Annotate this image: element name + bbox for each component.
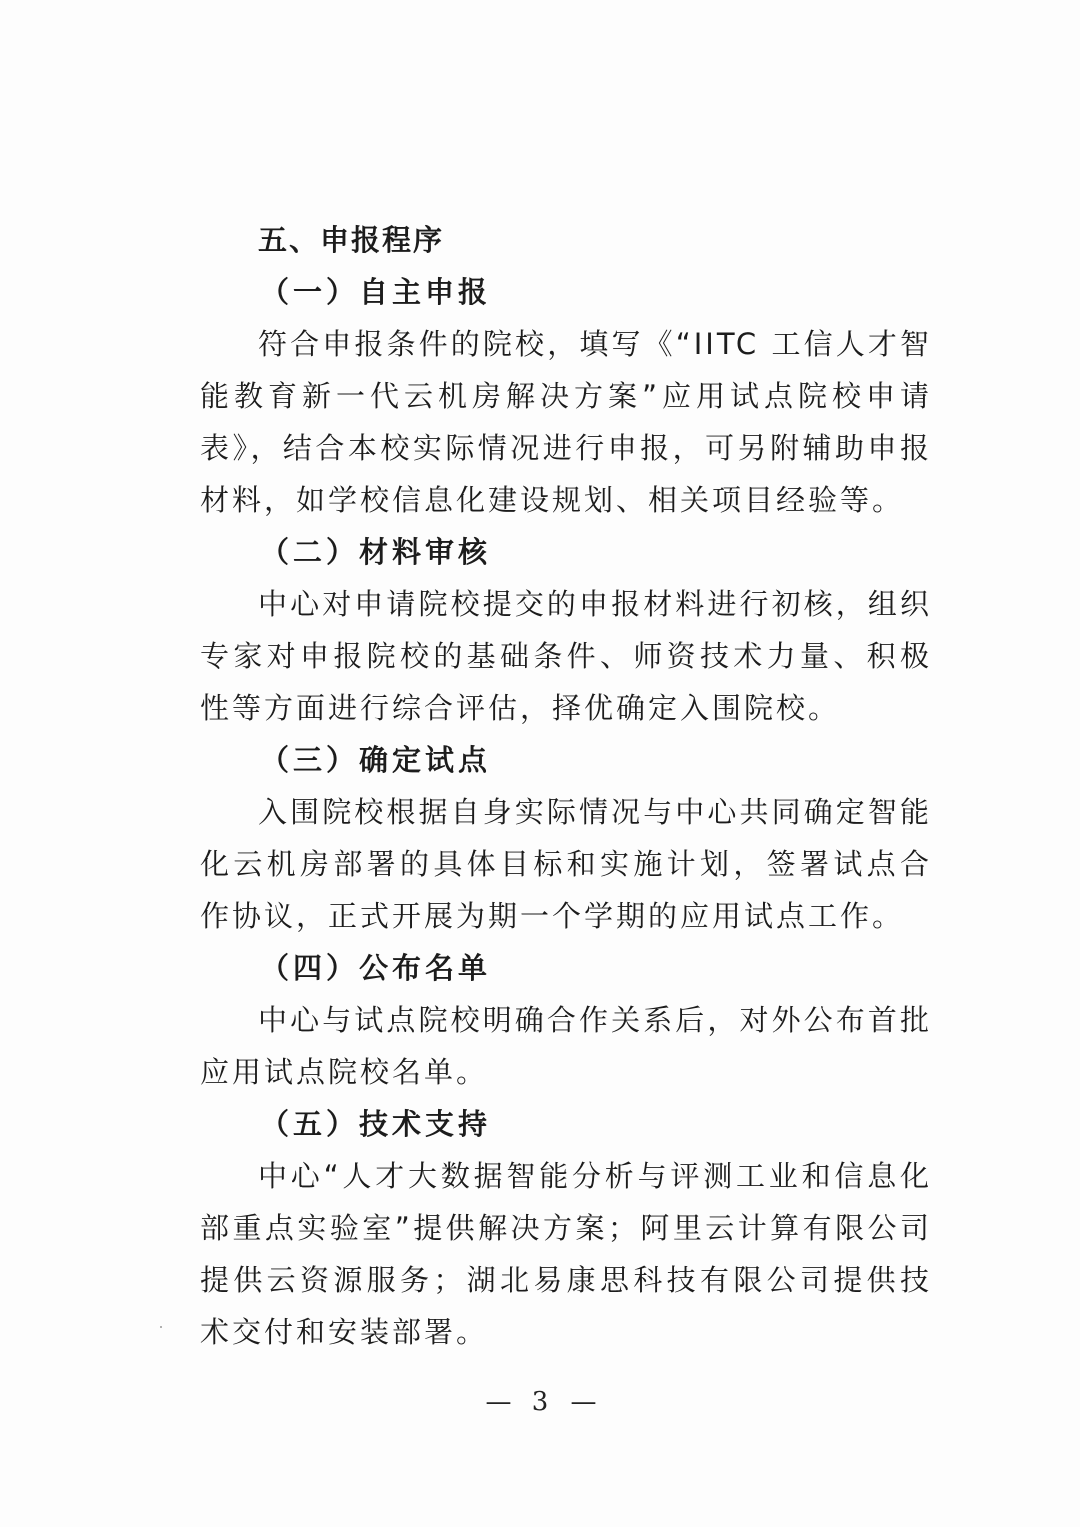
footer-dash-left: — <box>485 1387 510 1417</box>
subsection-paragraph: 中心“人才大数据智能分析与评测工业和信息化部重点实验室”提供解决方案；阿里云计算有限公司提供云资源服务；湖北易康思科技有限公司提供技术交付和安装部署。 <box>200 1159 932 1349</box>
page-number: 3 <box>531 1387 549 1417</box>
subsection-paragraph: 中心与试点院校明确合作关系后，对外公布首批应用试点院校名单。 <box>200 1003 932 1089</box>
footer-dash-right: — <box>570 1387 595 1417</box>
subsection-4 <box>200 942 932 1098</box>
subsection-heading: （五）技术支持 <box>260 1107 492 1141</box>
subsection-paragraph: 符合申报条件的院校，填写《“IITC 工信人才智能教育新一代云机房解决方案”应用试点院校申请表》，结合本校实际情况进行申报，可另附辅助申报材料，如学校信息化建设规划、相关项目经验等。 <box>200 327 932 517</box>
subsection-heading: （一）自主申报 <box>260 275 492 309</box>
section-title: 五、申报程序 <box>258 223 445 257</box>
page-footer <box>0 1384 1080 1420</box>
subsection-paragraph: 入围院校根据自身实际情况与中心共同确定智能化云机房部署的具体目标和实施计划，签署试点合作协议，正式开展为期一个学期的应用试点工作。 <box>200 795 932 933</box>
subsection-3 <box>200 734 932 942</box>
subsection-heading: （三）确定试点 <box>260 743 492 777</box>
subsection-5 <box>200 1098 932 1358</box>
subsection-2 <box>200 526 932 734</box>
subsection-heading: （四）公布名单 <box>260 951 492 985</box>
subsection-paragraph: 中心对申请院校提交的申报材料进行初核，组织专家对申报院校的基础条件、师资技术力量、积极性等方面进行综合评估，择优确定入围院校。 <box>200 587 932 725</box>
scan-speck <box>160 1326 162 1328</box>
subsection-heading: （二）材料审核 <box>260 535 492 569</box>
subsection-1 <box>200 266 932 526</box>
document-body <box>200 214 932 1358</box>
